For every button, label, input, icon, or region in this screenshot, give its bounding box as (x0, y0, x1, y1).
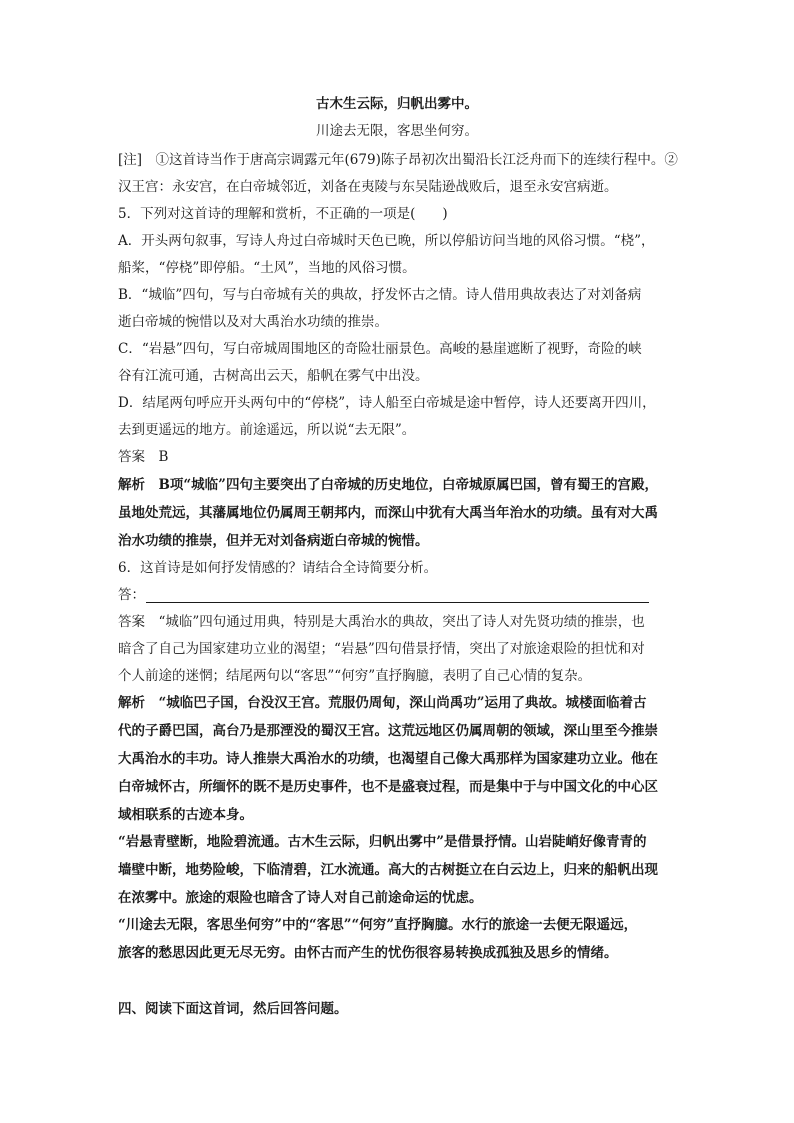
option-a-line-2: 船桨，“停桡”即停船。“土风”，当地的风俗习惯。 (118, 260, 416, 276)
question-6-analysis-line-2: 代的子爵巴国，高台乃是那湮没的蜀汉王宫。这荒远地区仍属周朝的领域，深山里至今推崇 (118, 723, 658, 739)
question-6-analysis-line-10: 旅客的愁思因此更无尽无穷。由怀古而产生的忧伤很容易转换成孤独及思乡的情绪。 (118, 945, 618, 961)
question-6-analysis-line-6: “岩悬青壁断，地险碧流通。古木生云际，归帆出雾中”是借景抒情。山岩陡峭好像青青的 (118, 834, 647, 850)
question-6-answer-line-3: 个人前途的迷惘；结尾两句以“客思”“何穷”直抒胸臆，表明了自己心情的复杂。 (118, 668, 592, 684)
poem-line-2: 川途去无限，客思坐何穷。 (316, 123, 478, 139)
question-6-answer-line-2: 暗含了自己为国家建功立业的渴望；“岩悬”四句借景抒情，突出了对旅途艰险的担忧和对 (118, 641, 645, 657)
answer-label: 答： (118, 587, 145, 603)
option-b-line-1: B．“城临”四句，写与白帝城有关的典故，抒发怀古之情。诗人借用典故表达了对刘备病 (118, 287, 642, 303)
question-5-stem: 5．下列对这首诗的理解和赏析，不正确的一项是( ) (118, 206, 448, 222)
answer-blank-line[interactable] (146, 602, 649, 603)
question-6-answer-line-1: 答案 “城临”四句通过用典，特别是大禹治水的典故，突出了诗人对先贤功绩的推崇，也 (118, 614, 645, 630)
option-d-line-1: D．结尾两句呼应开头两句中的“停桡”，诗人船至白帝城是途中暂停，诗人还要离开四川， (118, 395, 656, 411)
question-6-analysis-line-8: 在浓雾中。旅途的艰险也暗含了诗人对自己前途命运的忧虑。 (118, 890, 483, 906)
note-line-2: 汉王宫：永安宫，在白帝城邻近，刘备在夷陵与东吴陆逊战败后，退至永安宫病逝。 (118, 179, 618, 195)
question-6-analysis-line-4: 白帝城怀古，所缅怀的既不是历史事件，也不是盛衰过程，而是集中于与中国文化的中心区 (118, 779, 658, 795)
question-5-analysis-line-3: 治水功绩的推崇，但并无对刘备病逝白帝城的惋惜。 (118, 533, 429, 549)
option-c-line-2: 谷有江流可通，古树高出云天，船帆在雾气中出没。 (118, 368, 429, 384)
question-6-analysis-line-1: 解析 “城临巴子国，台没汉王宫。荒服仍周甸，深山尚禹功”运用了典故。城楼面临着古 (118, 695, 647, 711)
question-6-stem: 6．这首诗是如何抒发情感的？请结合全诗简要分析。 (118, 560, 438, 576)
poem-line-1: 古木生云际，归帆出雾中。 (316, 96, 478, 112)
option-b-line-2: 逝白帝城的惋惜以及对大禹治水功绩的推崇。 (118, 314, 388, 330)
option-a-line-1: A．开头两句叙事，写诗人舟过白帝城时天色已晚，所以停船访问当地的风俗习惯。“桡”， (118, 233, 655, 249)
question-5-analysis-line-1: 解析 B项“城临”四句主要突出了白帝城的历史地位，白帝城原属巴国，曾有蜀王的宫殿， (118, 477, 658, 493)
question-6-analysis-line-5: 域相联系的古迹本身。 (118, 807, 253, 823)
question-6-analysis-line-7: 墙壁中断，地势险峻，下临清碧，江水流通。高大的古树挺立在白云边上，归来的船帆出现 (118, 862, 658, 878)
question-6-analysis-line-3: 大禹治水的丰功。诗人推崇大禹治水的功绩，也渴望自己像大禹那样为国家建功立业。他在 (118, 751, 658, 767)
section-4-heading: 四、阅读下面这首词，然后回答问题。 (118, 1001, 348, 1017)
question-5-analysis-line-2: 虽地处荒远，其藩属地位仍属周王朝邦内，而深山中犹有大禹当年治水的功绩。虽有对大禹 (118, 505, 658, 521)
question-6-analysis-line-9: “川途去无限，客思坐何穷”中的“客思”“何穷”直抒胸臆。水行的旅途一去便无限遥远， (118, 917, 638, 933)
note-line-1: [注] ①这首诗当作于唐高宗调露元年(679)陈子昂初次出蜀沿长江泛舟而下的连续行程中。② (118, 152, 678, 168)
question-5-answer: 答案 B (118, 449, 169, 465)
option-d-line-2: 去到更遥远的地方。前途遥远，所以说“去无限”。 (118, 422, 416, 438)
option-c-line-1: C．“岩悬”四句，写白帝城周围地区的奇险壮丽景色。高峻的悬崖遮断了视野，奇险的峡 (118, 341, 642, 357)
